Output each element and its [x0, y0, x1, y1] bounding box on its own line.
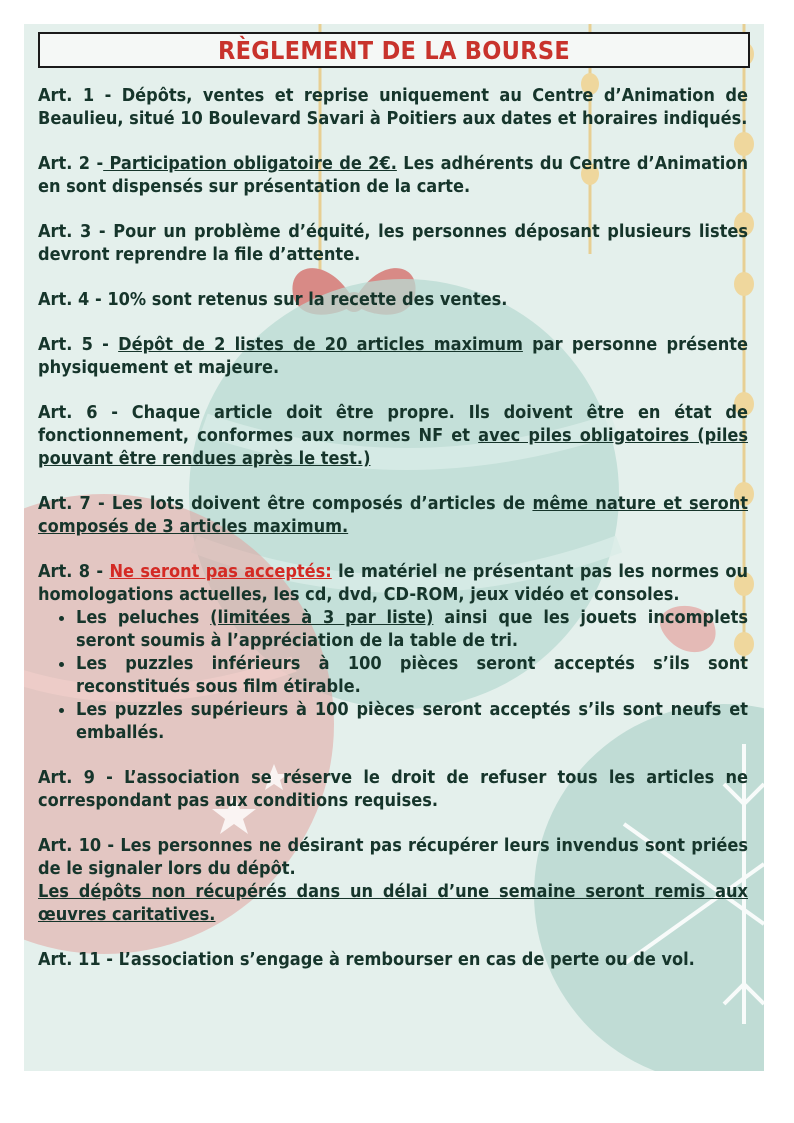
- bullet-text: Les peluches: [76, 607, 211, 628]
- article-label: Art. 3 -: [38, 221, 106, 242]
- article-label: Art. 6 -: [38, 402, 118, 423]
- article-3: [38, 220, 748, 266]
- article-label: Art. 7 -: [38, 493, 105, 514]
- article-underlined: Dépôt de 2 listes de 20 articles maximum: [118, 334, 523, 355]
- article-text: Pour un problème d’équité, les personnes déposant plusieurs listes devront reprendre la file d’attente.: [38, 221, 748, 265]
- article-label: Art. 4 -: [38, 289, 102, 310]
- article-underlined: même nature et seront composés de 3 articles maximum.: [38, 493, 749, 537]
- article-1: [38, 84, 748, 130]
- bullet-text: Les puzzles supérieurs à 100 pièces seront acceptés s’ils sont neufs et emballés.: [76, 699, 748, 743]
- article-underlined: Les dépôts non récupérés dans un délai d’une semaine seront remis aux œuvres caritatives.: [38, 881, 748, 925]
- bullet-underlined: (limitées à 3 par liste): [210, 607, 434, 628]
- article-11: [38, 948, 748, 971]
- article-label: Art. 2 -: [38, 153, 104, 174]
- bullet-text: ainsi que les jouets incomplets seront soumis à l’appréciation de la table de tri.: [76, 607, 748, 651]
- article-text: L’association se réserve le droit de refuser tous les articles ne correspondant pas aux conditions requises.: [38, 767, 748, 811]
- article-text: Les lots doivent être composés d’articles de: [104, 493, 533, 514]
- title-box: [38, 32, 750, 68]
- article-underlined: Participation obligatoire de 2€.: [103, 153, 397, 174]
- article-text: le matériel ne présentant pas les normes ou homologations actuelles, les cd, dvd, CD-ROM, jeux vidéo et consoles.: [38, 561, 749, 605]
- article-7: [38, 492, 748, 538]
- article-10: [38, 834, 748, 926]
- article-warning: Ne seront pas acceptés:: [109, 561, 332, 582]
- article-label: Art. 5 -: [38, 334, 109, 355]
- article-label: Art. 11 -: [38, 949, 113, 970]
- rules-list: [38, 84, 748, 993]
- list-item: [76, 606, 748, 652]
- article-text: Les adhérents du Centre d’Animation en sont dispensés sur présentation de la carte.: [38, 153, 748, 197]
- article-label: Art. 8 -: [38, 561, 104, 582]
- article-label: Art. 9 -: [38, 767, 113, 788]
- article-text: Chaque article doit être propre. Ils doivent être en état de fonctionnement, conformes aux normes NF et: [38, 402, 748, 446]
- article-5: [38, 333, 748, 379]
- article-8: [38, 560, 748, 606]
- article-text: par personne présente physiquement et majeure.: [38, 334, 748, 378]
- bullet-text: Les puzzles inférieurs à 100 pièces seront acceptés s’ils sont reconstitués sous film étirable.: [76, 653, 748, 697]
- article-text: 10% sont retenus sur la recette des ventes.: [101, 289, 508, 310]
- page-title: RÈGLEMENT DE LA BOURSE: [217, 35, 571, 65]
- article-text: L’association s’engage à rembourser en cas de perte ou de vol.: [112, 949, 695, 970]
- article-label: Art. 1 -: [38, 85, 112, 106]
- article-8-bullets: [38, 606, 748, 744]
- article-2: [38, 152, 748, 198]
- article-9: [38, 766, 748, 812]
- article-text: Dépôts, ventes et reprise uniquement au Centre d’Animation de Beaulieu, situé 10 Boulevard Savari à Poitiers aux dates et horaires indiqués.: [38, 85, 748, 129]
- list-item: [76, 652, 748, 698]
- list-item: [76, 698, 748, 744]
- article-underlined: avec piles obligatoires (piles pouvant être rendues après le test.): [38, 425, 748, 469]
- document-page: [24, 24, 764, 1071]
- article-text: Les personnes ne désirant pas récupérer leurs invendus sont priées de le signaler lors du dépôt.: [38, 835, 748, 879]
- article-label: Art. 10 -: [38, 835, 115, 856]
- article-4: [38, 288, 748, 311]
- article-6: [38, 401, 748, 470]
